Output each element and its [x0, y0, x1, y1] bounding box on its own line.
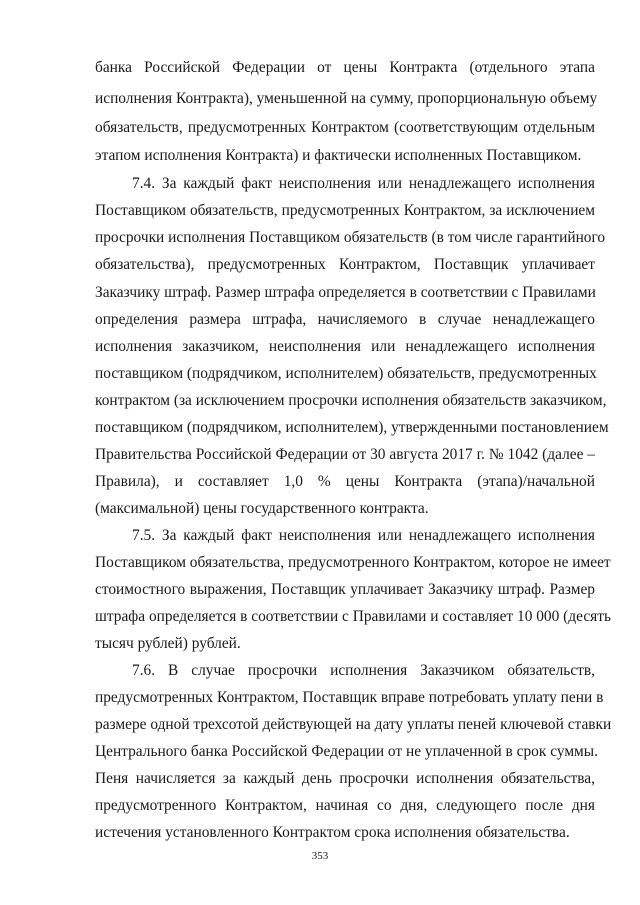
text-line: Правительства Российской Федерации от 30 августа 2017 г. № 1042 (далее – [95, 446, 595, 463]
text-line: Правила), и составляет 1,0 % цены Контракта (этапа)/начальной [95, 473, 595, 490]
text-line: обязательства), предусмотренных Контрактом, Поставщик уплачивает [95, 256, 595, 273]
clause-7-4-first-line: 7.4. За каждый факт неисполнения или ненадлежащего исполнения [132, 175, 595, 192]
text-line: предусмотренного Контрактом, начиная со дня, следующего после дня [95, 797, 595, 814]
text-line: штрафа определяется в соответствии с Правилами и составляет 10 000 (десять [95, 608, 611, 625]
text-line: Поставщиком обязательства, предусмотренного Контрактом, которое не имеет [95, 554, 611, 571]
text-line: (максимальной) цены государственного контракта. [95, 500, 429, 517]
text-line: просрочки исполнения Поставщиком обязательств (в том числе гарантийного [95, 229, 606, 246]
text-line: банка Российской Федерации от цены Контракта (отдельного этапа [95, 59, 595, 76]
text-line: Пеня начисляется за каждый день просрочки исполнения обязательства, [95, 770, 595, 787]
text-line: исполнения Контракта), уменьшенной на сумму, пропорциональную объему [95, 90, 598, 107]
text-line: Заказчику штраф. Размер штрафа определяется в соответствии с Правилами [95, 284, 596, 301]
text-line: истечения установленного Контрактом срока исполнения обязательства. [95, 824, 570, 841]
clause-7-5-first-line: 7.5. За каждый факт неисполнения или ненадлежащего исполнения [132, 527, 595, 544]
text-line: поставщиком (подрядчиком, исполнителем), утвержденными постановлением [95, 419, 609, 436]
text-line: поставщиком (подрядчиком, исполнителем) обязательств, предусмотренных [95, 365, 597, 382]
text-line: исполнения заказчиком, неисполнения или ненадлежащего исполнения [95, 338, 595, 355]
text-line: этапом исполнения Контракта) и фактически исполненных Поставщиком. [95, 147, 582, 164]
text-line: определения размера штрафа, начисляемого в случае ненадлежащего [95, 311, 595, 328]
text-line: размере одной трехсотой действующей на дату уплаты пеней ключевой ставки [95, 716, 612, 733]
text-line: Поставщиком обязательств, предусмотренных Контрактом, за исключением [95, 202, 595, 219]
text-line: предусмотренных Контрактом, Поставщик вправе потребовать уплату пени в [95, 689, 604, 706]
text-line: обязательств, предусмотренных Контрактом (соответствующим отдельным [95, 119, 595, 136]
text-line: стоимостного выражения, Поставщик уплачивает Заказчику штраф. Размер [95, 581, 595, 598]
clause-7-6-first-line: 7.6. В случае просрочки исполнения Заказчиком обязательств, [132, 662, 595, 679]
text-line: Центрального банка Российской Федерации от не уплаченной в срок суммы. [95, 743, 598, 760]
page-number: 353 [311, 850, 329, 862]
text-line: контрактом (за исключением просрочки исполнения обязательств заказчиком, [95, 392, 607, 409]
text-line: тысяч рублей) рублей. [95, 635, 241, 652]
